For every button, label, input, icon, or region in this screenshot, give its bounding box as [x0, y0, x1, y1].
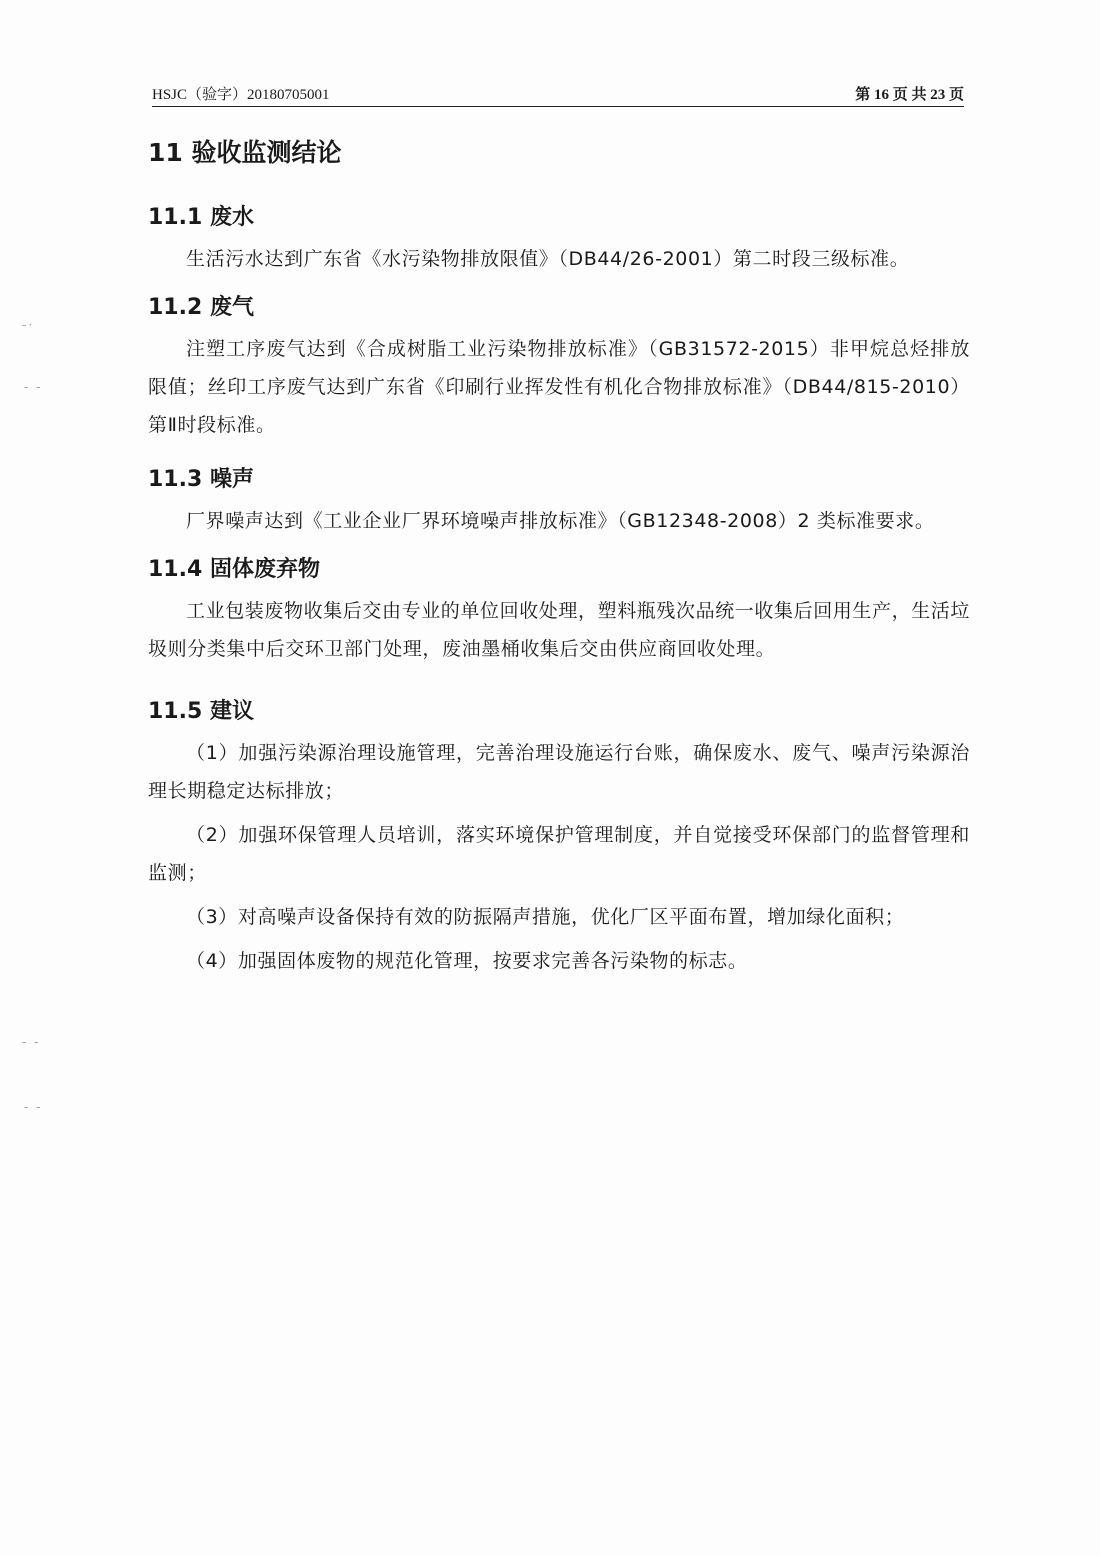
subsection-text: 工业包装废物收集后交由专业的单位回收处理，塑料瓶残次品统一收集后回用生产，生活垃圾则分类集中后交环卫部门处理，废油墨桶收集后交由供应商回收处理。 — [148, 600, 971, 660]
subsection-text: 注塑工序废气达到《合成树脂工业污染物排放标准》（GB31572-2015）非甲烷总烃排放限值；丝印工序废气达到广东省《印刷行业挥发性有机化合物排放标准》（DB44/815-2010）第Ⅱ时段标准。 — [148, 338, 970, 436]
subsection-waste-gas — [148, 286, 970, 444]
subsection-wastewater — [148, 196, 970, 278]
section-title: 11 验收监测结论 — [148, 138, 342, 167]
recommendation-item: （3）对高噪声设备保持有效的防振隔声措施，优化厂区平面布置，增加绿化面积； — [186, 906, 905, 928]
recommendation-item: （4）加强固体废物的规范化管理，按要求完善各污染物的标志。 — [186, 950, 748, 972]
page-header — [152, 82, 964, 107]
subsection-recommendations — [148, 690, 970, 980]
document-page: -· - - - - - - HSJC（验字）20180705001 第 16 页 共 23 页 11 验收监测结论 11.1 废水 生活污水达到广东省《水污染物排放限值》（DB44/26-2001）第二时段三级标准。 11.2 废气 注塑工序废气达到《合成树脂工业污染物排放标准》（GB31572-2015）非甲烷总烃排放限值；丝印工序废气达到广东省《印刷行业挥发性有机化合物排放标准》（DB44/815-2010）第Ⅱ时段标准。 11.3 噪声 厂界噪声达到《工业企业厂界环境噪声排放标准》（GB12348-2008）2 类标准要求。 11.4 固体废弃物 工业包装废物收集后交由专业的单位回收处理，塑料瓶残次品统一收集后回用生产，生活垃圾则分类集中后交环卫部门处理，废油墨桶收集后交由供应商回收处理。 11.5 建议 （1）加强污染源治理设施管理，完善治理设施运行台账，确保废水、废气、噪声污染源治理长期稳定达标排放； （2）加强环保管理人员培训，落实环境保护管理制度，并自觉接受环保部门的监督管理和监测； （3）对高噪声设备保持有效的防振隔声措施，优化厂区平面布置，增加绿化面积； （4）加强固体废物的规范化管理，按要求完善各污染物的标志。 — [0, 0, 1100, 1556]
subsection-solid-waste — [148, 548, 970, 668]
subsection-noise — [148, 458, 970, 540]
recommendation-item: （1）加强污染源治理设施管理，完善治理设施运行台账，确保废水、废气、噪声污染源治理长期稳定达标排放； — [148, 742, 970, 802]
subsection-title: 11.5 建议 — [148, 699, 254, 724]
subsection-text: 生活污水达到广东省《水污染物排放限值》（DB44/26-2001）第二时段三级标准。 — [186, 248, 910, 270]
subsection-text: 厂界噪声达到《工业企业厂界环境噪声排放标准》（GB12348-2008）2 类标准要求。 — [186, 510, 935, 532]
subsection-title: 11.3 噪声 — [148, 467, 254, 492]
subsection-title: 11.4 固体废弃物 — [148, 557, 320, 582]
subsection-title: 11.1 废水 — [148, 205, 254, 230]
page-number: 第 16 页 共 23 页 — [855, 87, 964, 103]
recommendation-item: （2）加强环保管理人员培训，落实环境保护管理制度，并自觉接受环保部门的监督管理和监测； — [148, 824, 970, 884]
subsection-title: 11.2 废气 — [148, 295, 254, 320]
document-code: HSJC（验字）20180705001 — [152, 87, 330, 103]
document-body — [148, 130, 970, 988]
